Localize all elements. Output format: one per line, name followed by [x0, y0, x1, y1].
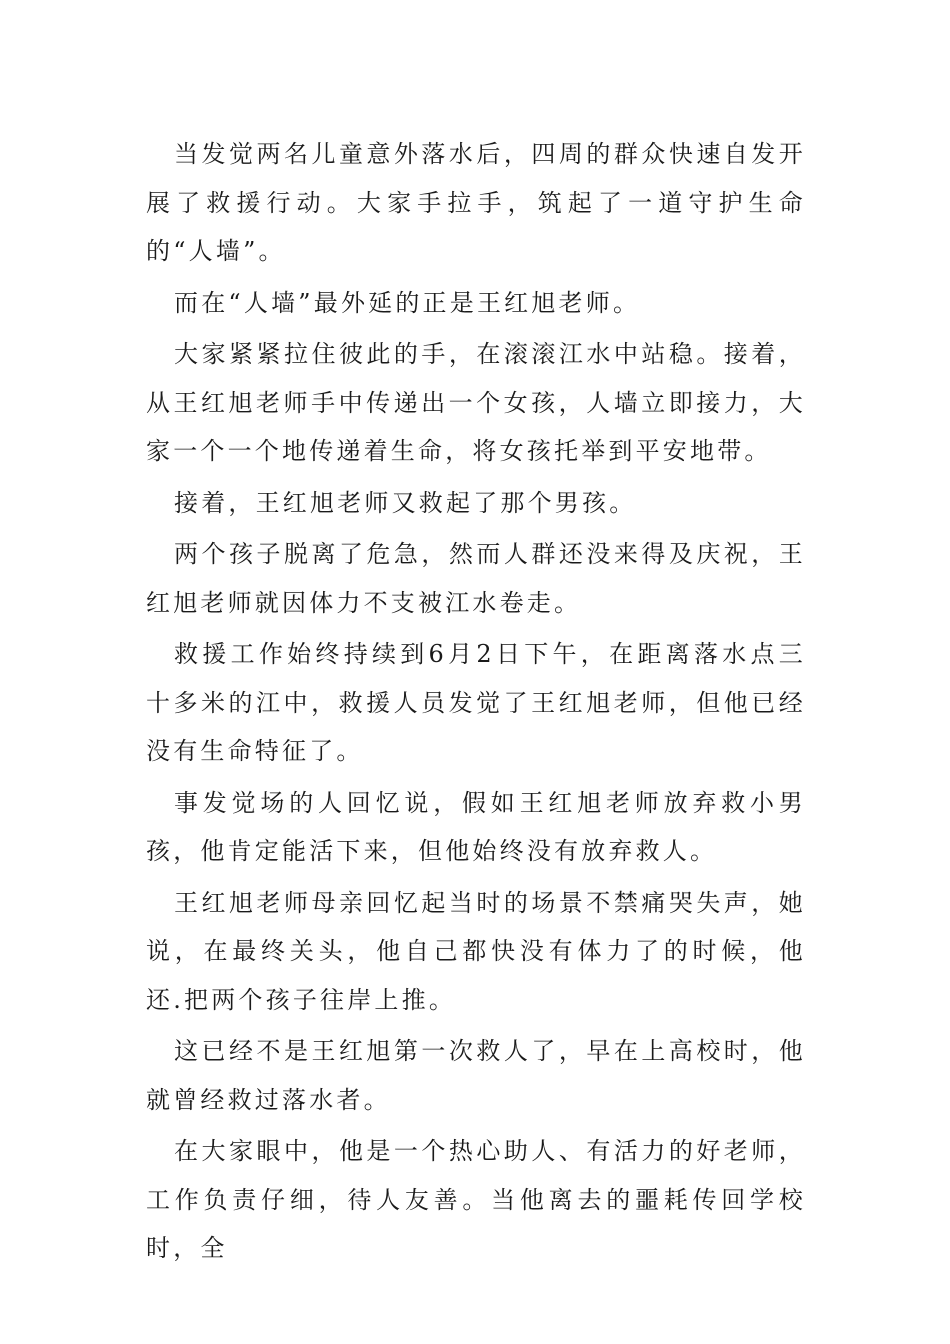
- paragraph: 而在“人墙”最外延的正是王红旭老师。: [174, 288, 641, 317]
- paragraph: 接着，王红旭老师又救起了那个男孩。: [174, 488, 637, 517]
- paragraph: 救援工作始终持续到6月2日下午，在距离落水点三十多米的江中，救援人员发觉了王红旭老师，但他已经没有生命特征了。: [146, 640, 806, 765]
- paragraph: 大家紧紧拉住彼此的手，在滚滚江水中站稳。接着，从王红旭老师手中传递出一个女孩，人墙立即接力，大家一个一个地传递着生命，将女孩托举到平安地带。: [146, 340, 806, 465]
- document-body: [146, 130, 806, 1276]
- paragraph: 两个孩子脱离了危急，然而人群还没来得及庆祝，王红旭老师就因体力不支被江水卷走。: [146, 540, 806, 617]
- paragraph: 在大家眼中，他是一个热心助人、有活力的好老师，工作负责仔细，待人友善。当他离去的噩耗传回学校时，全: [146, 1137, 806, 1262]
- paragraph: 这已经不是王红旭第一次救人了，早在上高校时，他就曾经救过落水者。: [146, 1037, 806, 1114]
- paragraph: 当发觉两名儿童意外落水后，四周的群众快速自发开展了救援行动。大家手拉手，筑起了一道守护生命的“人墙”。: [146, 140, 806, 265]
- paragraph: 事发觉场的人回忆说，假如王红旭老师放弃救小男孩，他肯定能活下来，但他始终没有放弃救人。: [146, 788, 806, 865]
- paragraph: 王红旭老师母亲回忆起当时的场景不禁痛哭失声，她说，在最终关头，他自己都快没有体力了的时候，他还.把两个孩子往岸上推。: [146, 888, 806, 1014]
